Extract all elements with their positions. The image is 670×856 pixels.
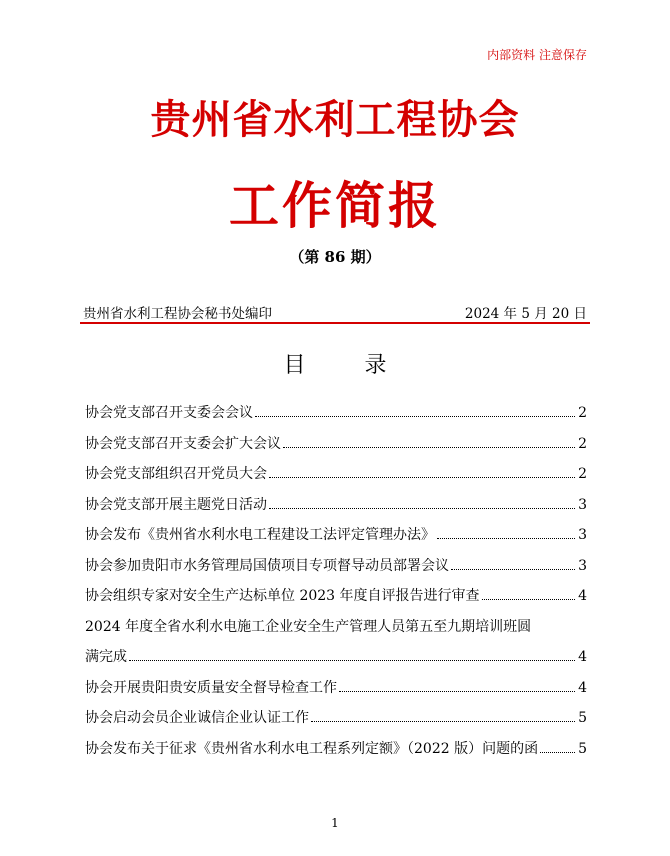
toc-entry-text: 协会党支部开展主题党日活动 — [85, 496, 267, 513]
dot-leader — [311, 721, 575, 722]
dot-leader — [437, 538, 575, 539]
toc-entry-text: 2024 年度全省水利水电施工企业安全生产管理人员第五至九期培训班圆 — [85, 618, 532, 635]
confidential-notice: 内部资料 注意保存 — [487, 48, 587, 62]
dot-leader — [269, 477, 575, 478]
toc-entry-text: 协会启动会员企业诚信企业认证工作 — [85, 710, 309, 726]
toc-entry-text: 协会发布关于征求《贵州省水利水电工程系列定额》（2022 版）问题的函 — [85, 740, 539, 757]
toc-entry[interactable] — [85, 616, 587, 677]
toc-entry-text: 协会党支部召开支委会扩大会议 — [85, 435, 281, 452]
dot-leader — [339, 691, 575, 692]
toc-entry-page: 3 — [578, 496, 587, 513]
table-of-contents — [85, 402, 587, 768]
dot-leader — [482, 599, 576, 600]
toc-entry-page: 2 — [578, 435, 587, 452]
toc-entry[interactable] — [85, 463, 587, 494]
toc-entry-text: 协会发布《贵州省水利水电工程建设工法评定管理办法》 — [85, 527, 435, 543]
red-divider — [80, 322, 590, 324]
toc-title: 目 录 — [283, 353, 413, 378]
toc-entry-page: 4 — [578, 588, 587, 604]
dot-leader — [540, 752, 575, 753]
toc-entry[interactable] — [85, 707, 587, 738]
toc-entry[interactable] — [85, 494, 587, 525]
toc-entry[interactable] — [85, 402, 587, 433]
masthead-row — [83, 302, 587, 322]
toc-entry-page: 4 — [578, 649, 587, 665]
toc-entry[interactable] — [85, 585, 587, 616]
toc-entry[interactable] — [85, 555, 587, 586]
page-number: 1 — [331, 816, 339, 830]
dot-leader — [129, 660, 575, 661]
publish-date: 2024 年 5 月 20 日 — [464, 306, 587, 322]
toc-entry-page: 5 — [578, 740, 587, 757]
toc-entry-continuation — [85, 646, 587, 677]
toc-entry-page: 2 — [578, 466, 587, 482]
dot-leader — [269, 508, 575, 509]
toc-entry-page: 3 — [578, 557, 587, 574]
toc-entry-text: 协会组织专家对安全生产达标单位 2023 年度自评报告进行审查 — [85, 588, 480, 604]
issue-number: （第 86 期） — [289, 248, 381, 266]
dot-leader — [451, 569, 575, 570]
toc-entry-page: 3 — [578, 527, 587, 543]
toc-entry-text: 协会参加贵阳市水务管理局国债项目专项督导动员部署会议 — [85, 557, 449, 574]
toc-entry-text: 协会党支部组织召开党员大会 — [85, 466, 267, 482]
publisher: 贵州省水利工程协会秘书处编印 — [83, 306, 272, 322]
toc-entry-page: 2 — [578, 405, 587, 421]
toc-entry-text-continued: 满完成 — [85, 649, 127, 665]
toc-entry-page: 5 — [578, 710, 587, 726]
toc-entry-page: 4 — [578, 679, 587, 696]
toc-entry-text: 协会党支部召开支委会会议 — [85, 405, 253, 421]
toc-entry[interactable] — [85, 433, 587, 464]
organization-title: 贵州省水利工程协会 — [150, 96, 520, 143]
bulletin-title: 工作简报 — [229, 176, 441, 235]
toc-entry[interactable] — [85, 738, 587, 769]
dot-leader — [255, 416, 575, 417]
toc-entry[interactable] — [85, 677, 587, 708]
dot-leader — [283, 447, 575, 448]
toc-entry[interactable] — [85, 524, 587, 555]
toc-entry-text: 协会开展贵阳贵安质量安全督导检查工作 — [85, 679, 337, 696]
